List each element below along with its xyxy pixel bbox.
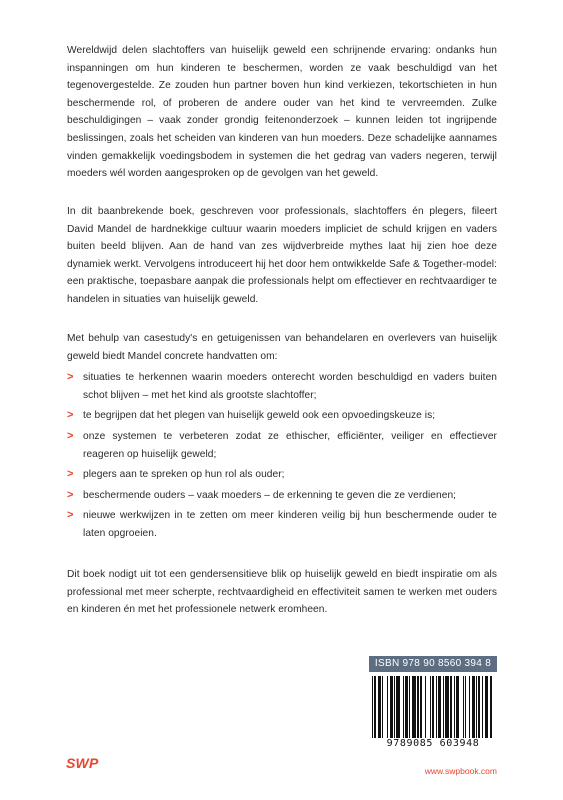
list-item-text: nieuwe werkwijzen in te zetten om meer kinderen veilig bij hun beschermende ouder te laten opgroeien. [83,510,497,539]
isbn-label: ISBN 978 90 8560 394 8 [369,656,497,672]
list-item-text: beschermende ouders – vaak moeders – de erkenning te geven die ze verdienen; [83,489,457,501]
blurb-paragraph-4 [67,566,497,619]
chevron-right-icon: > [67,509,74,522]
barcode-digits: 9789085 603948 [386,738,480,749]
publisher-url[interactable]: www.swpbook.com [424,766,497,776]
paragraph-intro: Met behulp van casestudy's en getuigenissen van behandelaren en overlevers van huiselijk geweld biedt Mandel concrete handvatten om: [67,333,497,362]
list-item [67,428,497,463]
list-item [67,369,497,404]
blurb-paragraph-1 [67,42,497,183]
blurb-paragraph-3 [67,330,497,546]
paragraph-text: Wereldwijd delen slachtoffers van huiselijk geweld een schrijnende ervaring: ondanks hun inspanningen om hun kinderen te beschermen, worden ze vaak beschuldigd van het tegenovergestelde. Ze zouden hun partner boven hun kind verkiezen, tekortschieten in hun beschermende rol, of proberen de andere ouder van het kind te vervreemden. Zulke beschuldigingen – vaak zonder grondig feitenonderzoek – kunnen leiden tot ingrijpende beslissingen, zoals het scheiden van kinderen van hun moeders. Deze schadelijke aannames vinden gemakkelijk voedingsbodem in systemen die het gedrag van vaders negeren, terwijl moeders wél worden aangesproken op de gevolgen van het geweld. [67,45,497,180]
list-item [67,487,497,505]
list-item-text: te begrijpen dat het plegen van huiselijk geweld ook een opvoedingskeuze is; [83,410,436,422]
chevron-right-icon: > [67,468,74,481]
publisher-logo: SWP [66,755,99,771]
blurb-paragraph-2 [67,203,497,309]
isbn-barcode [369,656,497,754]
chevron-right-icon: > [67,488,74,501]
list-item [67,507,497,542]
chevron-right-icon: > [67,371,74,384]
bullet-list [67,369,497,542]
chevron-right-icon: > [67,409,74,422]
list-item [67,466,497,484]
list-item-text: situaties te herkennen waarin moeders onterecht worden beschuldigd en vaders buiten schot blijven – met het kind als grootste slachtoffer; [83,372,497,401]
barcode-bars [372,676,494,738]
paragraph-text: Dit boek nodigt uit tot een gendersensitieve blik op huiselijk geweld en biedt inspiratie om als professional met meer scherpte, rechtvaardigheid en effectiviteit samen te werken met ouders en kinderen én met het professionele netwerk eromheen. [67,569,497,616]
barcode-bar [492,676,493,738]
chevron-right-icon: > [67,429,74,442]
list-item-text: plegers aan te spreken op hun rol als ouder; [83,469,285,481]
paragraph-text: In dit baanbrekende boek, geschreven voor professionals, slachtoffers én plegers, fileert David Mandel de hardnekkige cultuur waarin moeders impliciet de schuld krijgen en vaders buiten beeld blijven. Aan de hand van zes wijdverbreide mythes laat hij zien hoe deze dynamiek werkt. Vervolgens introduceert hij het door hem ontwikkelde Safe & Together-model: een praktische, toepasbare aanpak die professionals helpt om effectiever en rechtvaardiger te handelen in situaties van huiselijk geweld. [67,206,497,305]
list-item-text: onze systemen te verbeteren zodat ze ethischer, efficiënter, veiliger en effectiever reageren op huiselijk geweld; [83,430,497,460]
list-item [67,407,497,425]
